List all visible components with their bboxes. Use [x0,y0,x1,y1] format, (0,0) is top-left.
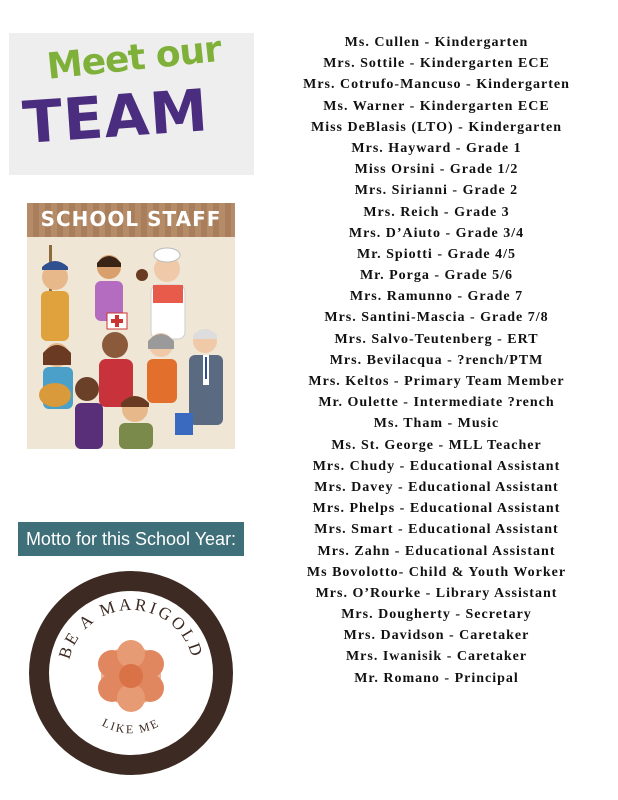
staff-list-item: Mrs. Reich - Grade 3 [363,204,510,220]
motto-banner: Motto for this School Year: [18,522,244,556]
staff-list-item: Mrs. O’Rourke - Library Assistant [315,585,558,601]
staff-list-item: Ms. St. George - MLL Teacher [331,437,542,453]
staff-list-item: Mrs. Ramunno - Grade 7 [349,289,524,305]
staff-list-item: Mr. Oulette - Intermediate ?rench [318,395,555,411]
staff-list-item: Mrs. Chudy - Educational Assistant [312,458,561,474]
school-staff-illustration [27,203,235,449]
staff-list-item: Mrs. Cotrufo-Mancuso - Kindergarten [303,77,570,93]
staff-list-item: Mrs. Sottile - Kindergarten ECE [323,56,550,72]
staff-list-item: Mrs. Dougherty - Secretary [341,607,532,623]
staff-list-item: Mrs. Keltos - Primary Team Member [308,374,565,389]
staff-list-item: Ms Bovolotto- Child & Youth Worker [306,564,567,580]
staff-list-item: Miss Orsini - Grade 1/2 [354,162,519,178]
staff-list-item: Mrs. Hayward - Grade 1 [351,140,522,156]
staff-list-item: Ms. Cullen - Kindergarten [344,35,529,50]
staff-list-item: Mrs. Salvo-Teutenberg - ERT [334,331,539,347]
staff-list-item: Ms. Tham - Music [373,416,500,432]
staff-list-item: Mrs. Sirianni - Grade 2 [354,183,519,199]
meet-our-team-logo [9,28,254,175]
staff-list [255,32,618,689]
logo-line-team: TEAM [20,76,211,157]
staff-list-item: Mrs. Zahn - Educational Assistant [317,543,556,559]
staff-list-item: Mr. Porga - Grade 5/6 [359,268,514,284]
staff-cartoon-figures [27,237,235,449]
staff-list-item: Mrs. Iwanisik - Caretaker [345,649,528,665]
logo-line-meet-our: Meet our [44,28,223,88]
staff-list-item: Mr. Romano - Principal [354,670,519,686]
badge-top-text: BE A MARIGOLD [54,594,208,662]
staff-list-item: Mrs. Davey - Educational Assistant [314,479,559,495]
staff-list-item: Mrs. Santini-Mascia - Grade 7/8 [324,310,549,326]
staff-list-item: Mrs. Phelps - Educational Assistant [312,501,561,517]
marigold-flower-icon [98,640,164,712]
badge-bottom-text: LIKE ME [99,715,163,737]
staff-list-item: Mrs. Bevilacqua - ?rench/PTM [329,352,544,368]
staff-list-item: Mrs. D’Aiuto - Grade 3/4 [348,225,525,241]
staff-list-item: Mrs. Davidson - Caretaker [343,628,530,644]
staff-list-item: Ms. Warner - Kindergarten ECE [323,98,550,114]
illustration-title: SCHOOL STAFF [40,207,222,231]
be-a-marigold-badge [26,568,236,778]
staff-list-item: Miss DeBlasis (LTO) - Kindergarten [310,119,562,135]
staff-list-item: Mrs. Smart - Educational Assistant [314,522,559,538]
staff-list-item: Mr. Spiotti - Grade 4/5 [357,246,516,262]
